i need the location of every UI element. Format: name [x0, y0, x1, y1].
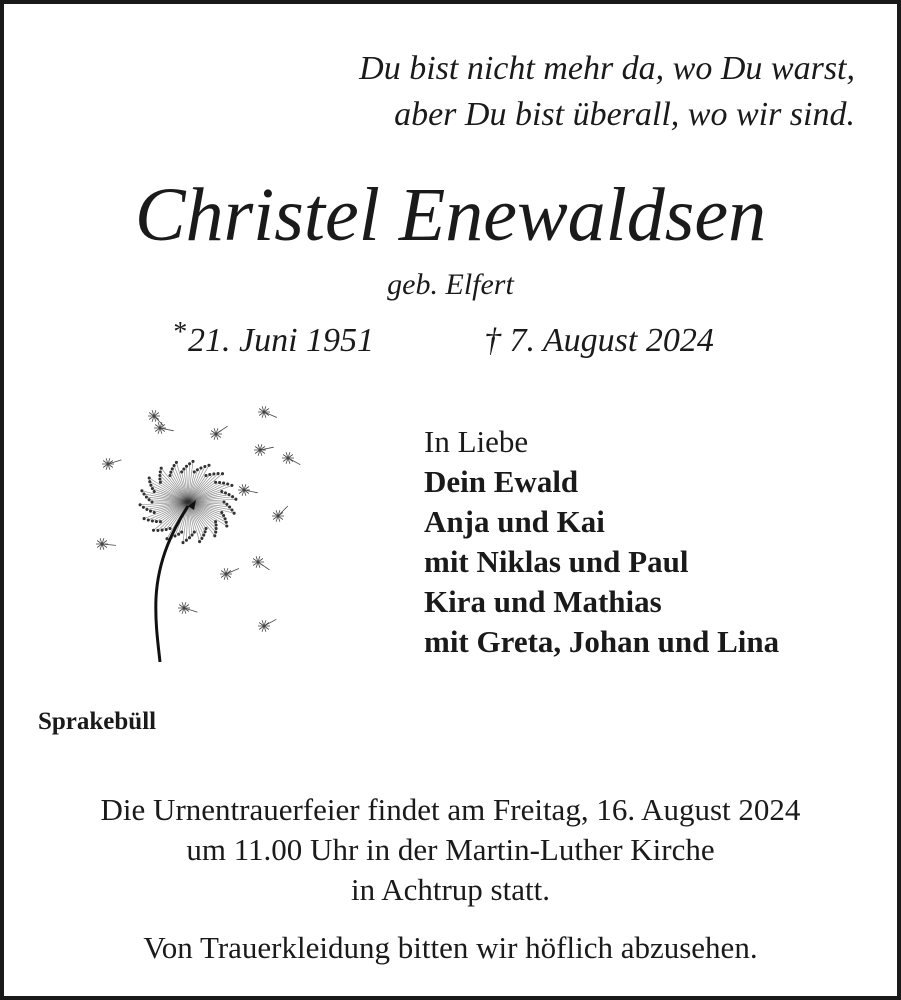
mourner-line: Kira und Mathias — [424, 584, 662, 619]
birth-name: geb. Elfert — [387, 268, 514, 301]
quote-line-1: Du bist nicht mehr da, wo Du warst, — [359, 50, 855, 87]
birth-date: 21. Juni 1951 — [188, 322, 375, 359]
service-line-1: Die Urnentrauerfeier findet am Freitag, 16. August 2024 — [100, 792, 801, 827]
service-info — [4, 790, 897, 910]
death-date: 7. August 2024 — [509, 322, 714, 359]
closing-note: Von Trauerkleidung bitten wir höflich abzusehen. — [143, 930, 758, 965]
mourner-line: mit Niklas und Paul — [424, 544, 689, 579]
death-symbol: † — [484, 322, 501, 359]
dandelion-icon — [88, 398, 318, 670]
service-line-3: in Achtrup statt. — [351, 872, 550, 907]
mourner-line: mit Greta, Johan und Lina — [424, 624, 780, 659]
mourner-line: Dein Ewald — [424, 464, 579, 499]
mourner-line: Anja und Kai — [424, 504, 605, 539]
quote-line-2: aber Du bist überall, wo wir sind. — [394, 96, 855, 133]
deceased-name: Christel Enewaldsen — [134, 173, 767, 257]
service-line-2: um 11.00 Uhr in der Martin-Luther Kirche — [186, 832, 715, 867]
death-date-group — [484, 320, 714, 362]
mourners-list — [424, 422, 779, 662]
birth-symbol: * — [172, 317, 186, 348]
memorial-quote — [359, 46, 855, 138]
mourners-intro: In Liebe — [424, 424, 529, 459]
place-name: Sprakebüll — [38, 708, 157, 735]
birth-date-group — [172, 317, 375, 364]
